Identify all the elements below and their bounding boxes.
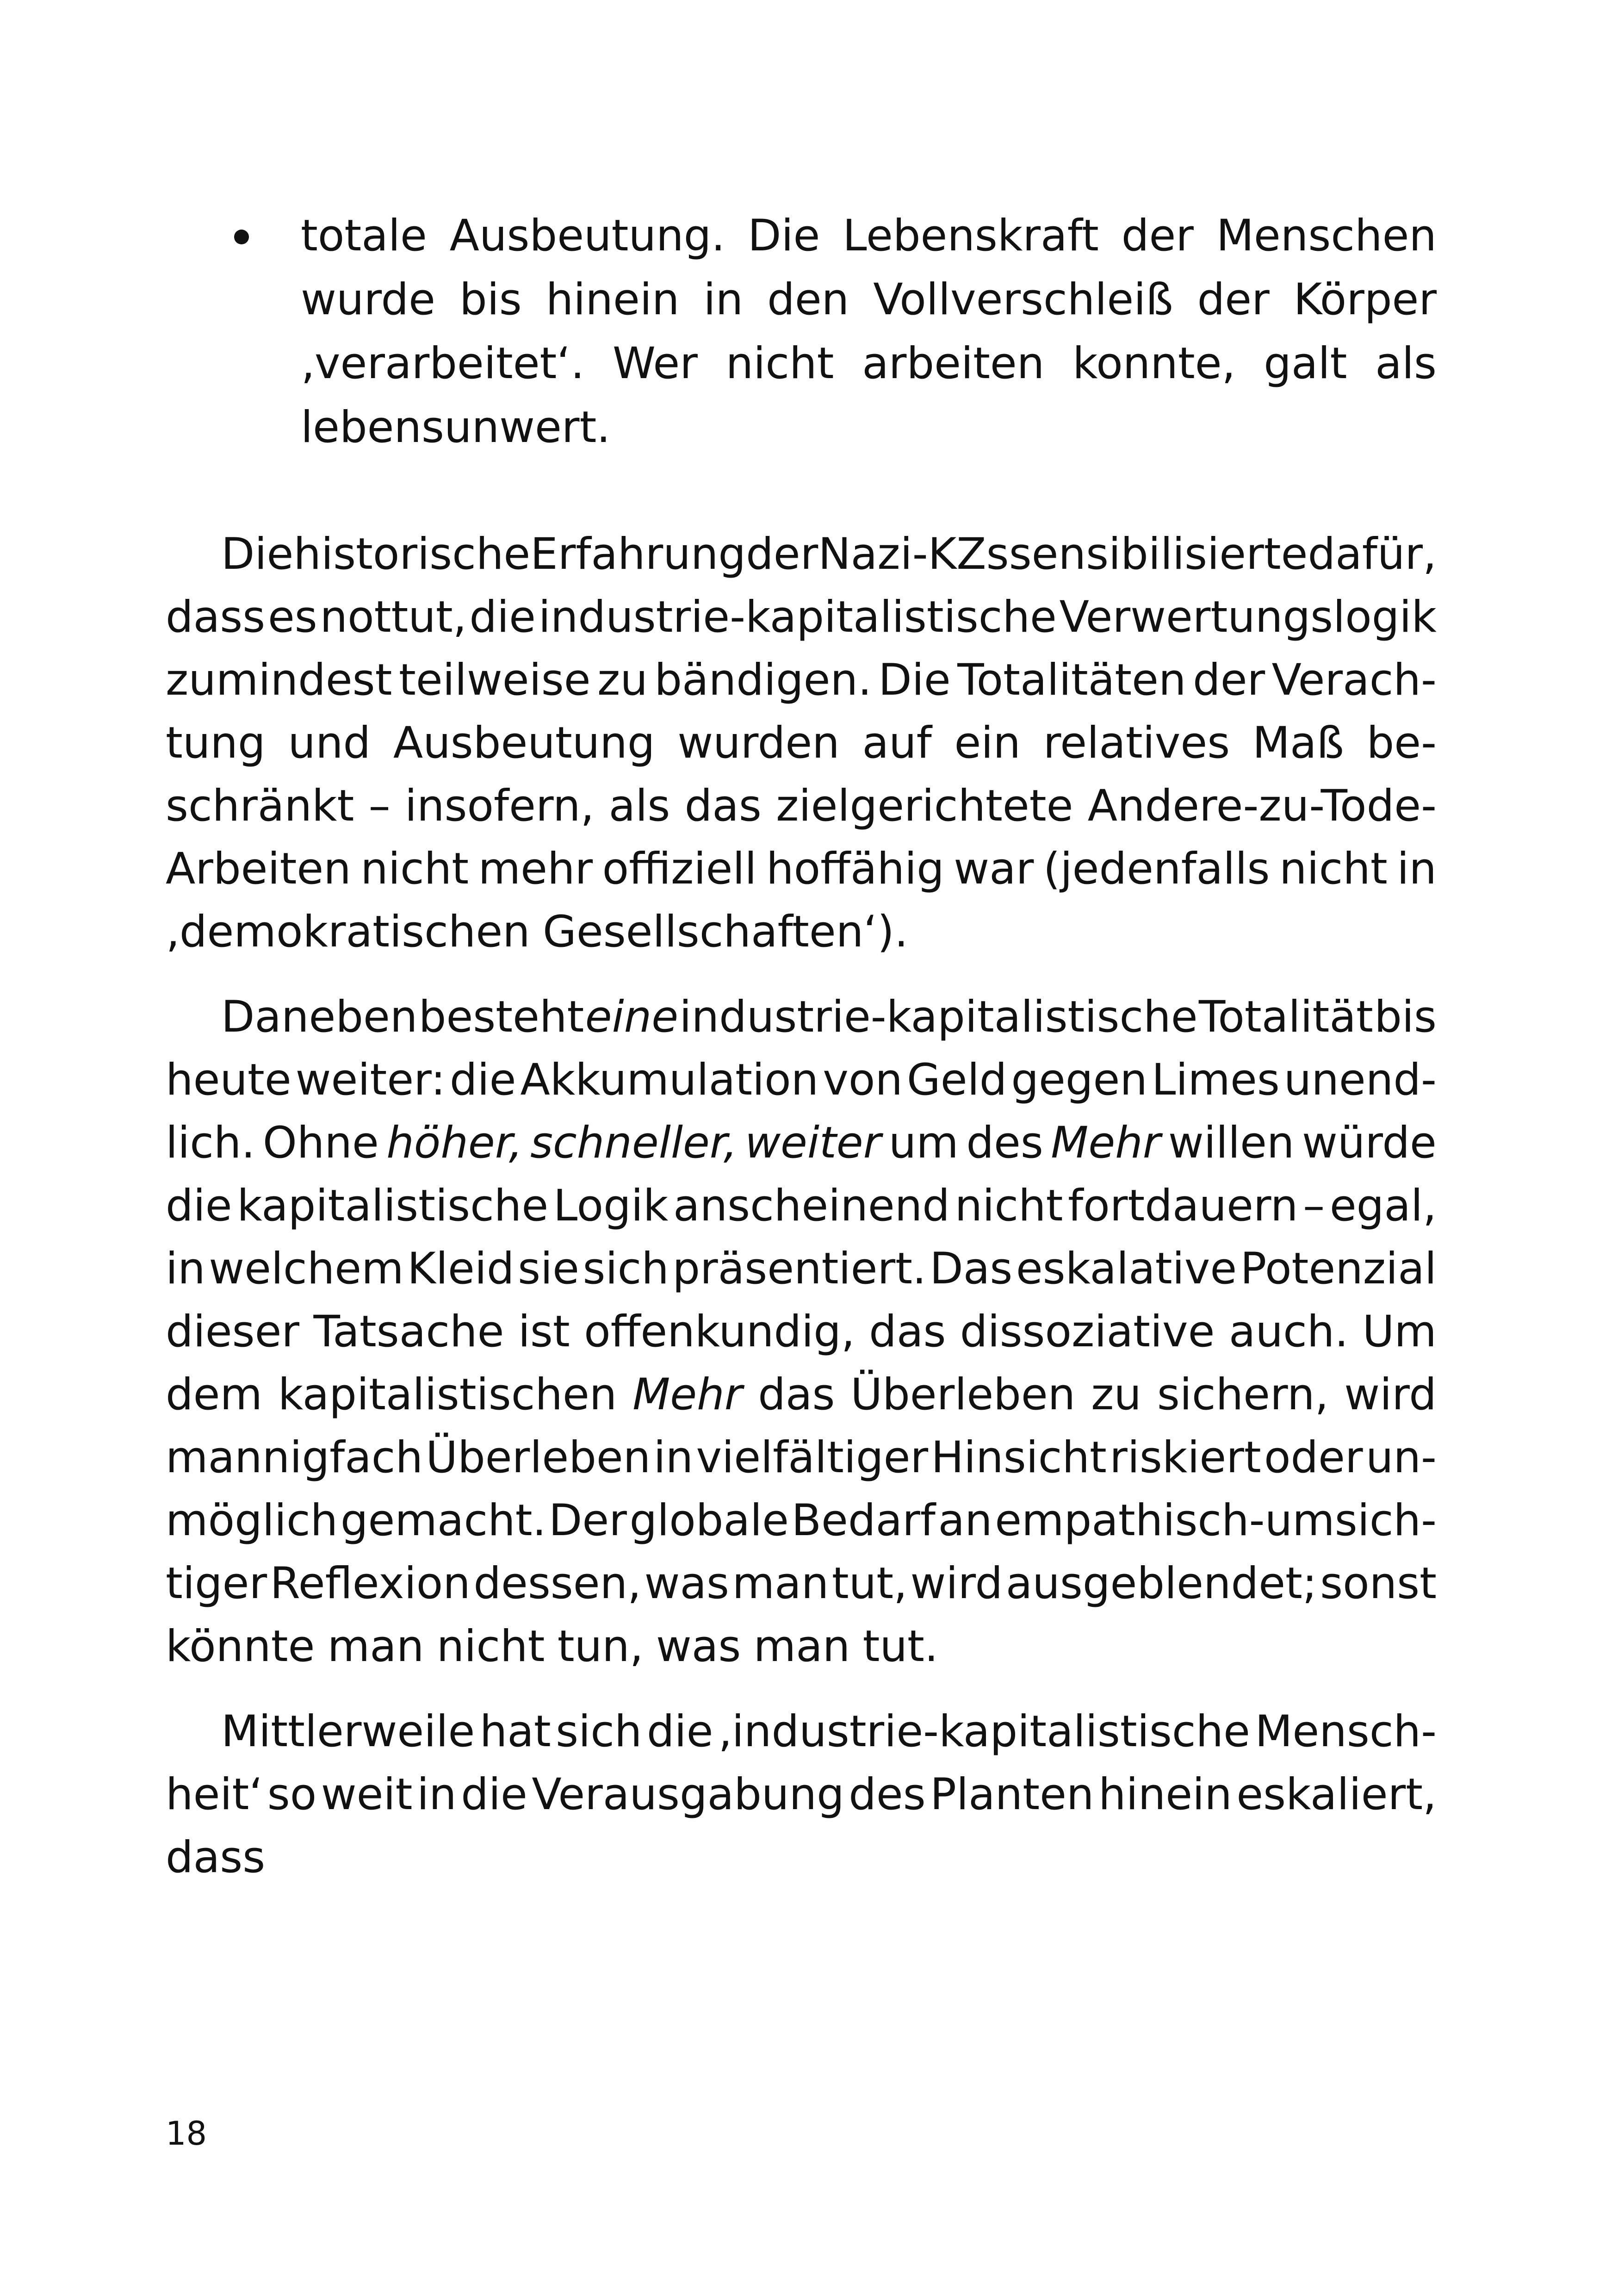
word: Gesellschaften‘). <box>543 907 908 957</box>
word: wird <box>910 1558 1003 1609</box>
word: totale <box>301 211 427 261</box>
word: in <box>703 274 744 325</box>
word: schränkt <box>166 781 354 831</box>
paragraph-2-line-8 <box>166 1425 1437 1490</box>
bullet-icon <box>234 230 249 244</box>
word: präsentiert. <box>672 1244 926 1294</box>
word: und <box>288 718 371 768</box>
word: empathisch-umsich- <box>995 1495 1437 1546</box>
word: globale <box>629 1495 789 1546</box>
word: bändigen. <box>654 655 872 705</box>
word: Nazi-KZs <box>818 529 1009 579</box>
word: bis <box>1374 992 1437 1042</box>
word: Tatsache <box>313 1307 504 1357</box>
word: Reflexion <box>270 1558 471 1609</box>
word: bis <box>459 274 522 325</box>
paragraph-1-line-2 <box>166 585 1437 650</box>
page-number: 18 <box>166 2115 207 2153</box>
word: die <box>449 1055 516 1105</box>
word: schneller, <box>530 1118 738 1168</box>
word: hoffähig <box>766 844 944 894</box>
word: der <box>1193 655 1265 705</box>
word: oder <box>1264 1432 1363 1483</box>
word: Verach- <box>1271 655 1437 705</box>
word: das <box>684 781 762 831</box>
paragraph-3-line-2 <box>166 1762 1437 1827</box>
word: heit‘ <box>166 1769 263 1820</box>
word: zu <box>597 655 648 705</box>
word: von <box>823 1055 903 1105</box>
word: was <box>656 1621 741 1672</box>
paragraph-1-line-1 <box>221 522 1437 587</box>
word: Kleid <box>407 1244 515 1294</box>
word: war <box>954 844 1034 894</box>
word: wurde <box>301 274 435 325</box>
word: riskiert <box>1110 1432 1261 1483</box>
word: Körper <box>1293 274 1437 325</box>
word: besteht <box>418 992 584 1042</box>
word: gemacht. <box>340 1495 546 1546</box>
word: Mehr <box>632 1369 743 1420</box>
word: das <box>758 1369 835 1420</box>
word: Lebenskraft <box>843 211 1099 261</box>
word: Andere-zu-Tode- <box>1087 781 1437 831</box>
paragraph-2-line-1 <box>221 985 1437 1050</box>
word: Der <box>549 1495 627 1546</box>
word: kapitalistische <box>237 1181 549 1231</box>
word: Akkumulation <box>520 1055 819 1105</box>
word: tun, <box>557 1621 644 1672</box>
word: Verwertungslogik <box>1059 592 1437 642</box>
word: die <box>461 1769 527 1820</box>
paragraph-2-line-11 <box>166 1614 1437 1679</box>
paragraph-1-line-3 <box>166 648 1437 713</box>
word: Vollverschleiß <box>873 274 1173 325</box>
bullet-line-3 <box>301 331 1437 396</box>
word: den <box>767 274 849 325</box>
word: sich <box>583 1244 669 1294</box>
word: Wer <box>612 338 698 389</box>
paragraph-2-line-7 <box>166 1363 1437 1427</box>
word: dass <box>166 592 266 642</box>
word: un- <box>1365 1432 1437 1483</box>
word: könnte <box>166 1621 315 1672</box>
word: tut, <box>831 1558 907 1609</box>
word: sich <box>556 1706 642 1757</box>
word: Die <box>878 655 951 705</box>
bullet-line-4 <box>301 395 1437 460</box>
word: in <box>166 1244 205 1294</box>
word: weit <box>321 1769 413 1820</box>
word: so <box>267 1769 317 1820</box>
paragraph-2-line-9 <box>166 1488 1437 1553</box>
word: eskalative <box>1016 1244 1237 1294</box>
word: dem <box>166 1369 263 1420</box>
word: egal, <box>1329 1181 1437 1231</box>
word: Verausgabung <box>532 1769 844 1820</box>
word: Erfahrung <box>530 529 746 579</box>
word: be- <box>1366 718 1437 768</box>
word: ist <box>518 1307 570 1357</box>
word: weiter <box>745 1118 881 1168</box>
word: ‚verarbeitet‘. <box>301 338 585 389</box>
word: industrie-kapitalistische <box>679 992 1198 1042</box>
paragraph-1-line-5 <box>166 774 1437 839</box>
word: kapitalistischen <box>278 1369 617 1420</box>
word: Ohne <box>262 1118 379 1168</box>
word: Arbeiten <box>166 844 351 894</box>
word: galt <box>1264 338 1347 389</box>
word: der <box>1197 274 1270 325</box>
word: Menschen <box>1216 211 1437 261</box>
word: Logik <box>553 1181 669 1231</box>
word: insofern, <box>404 781 595 831</box>
word: Limes <box>1151 1055 1280 1105</box>
word: Das <box>930 1244 1013 1294</box>
word: offiziell <box>602 844 757 894</box>
word: als <box>608 781 670 831</box>
word: in <box>416 1769 457 1820</box>
word: teilweise <box>398 655 591 705</box>
word: der <box>746 529 818 579</box>
word: dissoziative <box>960 1307 1215 1357</box>
word: auch. <box>1228 1307 1349 1357</box>
word: Maß <box>1252 718 1344 768</box>
word: als <box>1375 338 1437 389</box>
paragraph-1-line-4 <box>166 711 1437 776</box>
word: möglich <box>166 1495 338 1546</box>
paragraph-3-line-1 <box>221 1699 1437 1764</box>
word: lich. <box>166 1118 255 1168</box>
paragraph-2-line-10 <box>166 1551 1437 1616</box>
word: dessen, <box>473 1558 642 1609</box>
word: unend- <box>1283 1055 1437 1105</box>
word: offenkundig, <box>584 1307 855 1357</box>
word: vielfältiger <box>696 1432 929 1483</box>
word: Mehr <box>1051 1118 1161 1168</box>
word: die <box>469 592 536 642</box>
word: Totalitäten <box>957 655 1186 705</box>
word: ein <box>954 718 1021 768</box>
paragraph-1-line-6 <box>166 837 1437 902</box>
word: willen <box>1168 1118 1295 1168</box>
word: – <box>368 781 391 831</box>
word: an <box>938 1495 992 1546</box>
word: (jedenfalls <box>1043 844 1270 894</box>
word: in <box>653 1432 694 1483</box>
word: was <box>644 1558 730 1609</box>
word: hinein <box>546 274 680 325</box>
word: Ausbeutung <box>393 718 655 768</box>
word: wurden <box>677 718 840 768</box>
paragraph-2-line-5 <box>166 1237 1437 1301</box>
word: tiger <box>166 1558 267 1609</box>
word: Ausbeutung. <box>449 211 725 261</box>
word: arbeiten <box>862 338 1045 389</box>
word: es <box>267 592 317 642</box>
word: anscheinend <box>673 1181 950 1231</box>
word: mehr <box>478 844 593 894</box>
word: Bedarf <box>791 1495 936 1546</box>
word: auf <box>862 718 932 768</box>
word: Die <box>221 529 294 579</box>
paragraph-2-line-4 <box>166 1174 1437 1238</box>
word: tut. <box>862 1621 938 1672</box>
paragraph-1-line-7 <box>166 900 1437 964</box>
word: ‚demokratischen <box>166 907 530 957</box>
word: tung <box>166 718 266 768</box>
word: dieser <box>166 1307 300 1357</box>
word: ausgeblendet; <box>1005 1558 1317 1609</box>
word: mannigfach <box>166 1432 423 1483</box>
word: Totalität <box>1198 992 1373 1042</box>
word: zumindest <box>166 655 392 705</box>
word: man <box>753 1621 850 1672</box>
word: der <box>1121 211 1194 261</box>
word: Potenzial <box>1240 1244 1437 1294</box>
word: sie <box>518 1244 579 1294</box>
paragraph-2-line-2 <box>166 1048 1437 1113</box>
paragraph-2-line-6 <box>166 1300 1437 1364</box>
word: um <box>888 1118 959 1168</box>
word: Überleben <box>850 1369 1076 1420</box>
paragraph-3-line-3 <box>166 1825 1437 1890</box>
word: Überleben <box>426 1432 651 1483</box>
word: industrie-kapitalistische <box>538 592 1057 642</box>
word: in <box>1397 844 1437 894</box>
word: Hinsicht <box>931 1432 1107 1483</box>
word: wird <box>1344 1369 1437 1420</box>
word: höher, <box>386 1118 523 1168</box>
word: die <box>166 1181 232 1231</box>
word: nicht <box>1279 844 1388 894</box>
word: ‚industrie-kapitalistische <box>718 1706 1250 1757</box>
word: relatives <box>1043 718 1230 768</box>
word: hinein <box>1098 1769 1232 1820</box>
word: des <box>966 1118 1043 1168</box>
word: eine <box>585 992 679 1042</box>
word: gegen <box>1011 1055 1147 1105</box>
word: nicht <box>955 1181 1063 1231</box>
word: historische <box>293 529 531 579</box>
word: sichern, <box>1157 1369 1329 1420</box>
word: eskaliert, <box>1236 1769 1437 1820</box>
word: man <box>732 1558 829 1609</box>
word: Um <box>1362 1307 1437 1357</box>
word: sensibilisierte <box>1009 529 1308 579</box>
word: Die <box>748 211 820 261</box>
word: zu <box>1091 1369 1141 1420</box>
word: des <box>849 1769 926 1820</box>
word: dass <box>166 1832 266 1883</box>
word: das <box>869 1307 946 1357</box>
word: heute <box>166 1055 291 1105</box>
word: – <box>1303 1181 1325 1231</box>
word: Mittlerweile <box>221 1706 475 1757</box>
word: nottut, <box>320 592 467 642</box>
word: nicht <box>436 1621 545 1672</box>
word: lebensunwert. <box>301 402 611 453</box>
word: Mensch- <box>1255 1706 1437 1757</box>
word: sonst <box>1320 1558 1437 1609</box>
word: konnte, <box>1072 338 1236 389</box>
word: Geld <box>906 1055 1007 1105</box>
paragraph-2-line-3 <box>166 1111 1437 1176</box>
word: zielgerichtete <box>776 781 1073 831</box>
word: Planten <box>930 1769 1094 1820</box>
word: würde <box>1302 1118 1437 1168</box>
word: dafür, <box>1308 529 1437 579</box>
word: man <box>327 1621 424 1672</box>
word: welchem <box>209 1244 404 1294</box>
word: die <box>646 1706 713 1757</box>
word: nicht <box>725 338 834 389</box>
word: weiter: <box>295 1055 446 1105</box>
word: Daneben <box>221 992 418 1042</box>
bullet-line-2 <box>301 268 1437 332</box>
word: nicht <box>360 844 469 894</box>
word: hat <box>479 1706 551 1757</box>
word: fortdauern <box>1068 1181 1298 1231</box>
bullet-line-1 <box>301 204 1437 268</box>
